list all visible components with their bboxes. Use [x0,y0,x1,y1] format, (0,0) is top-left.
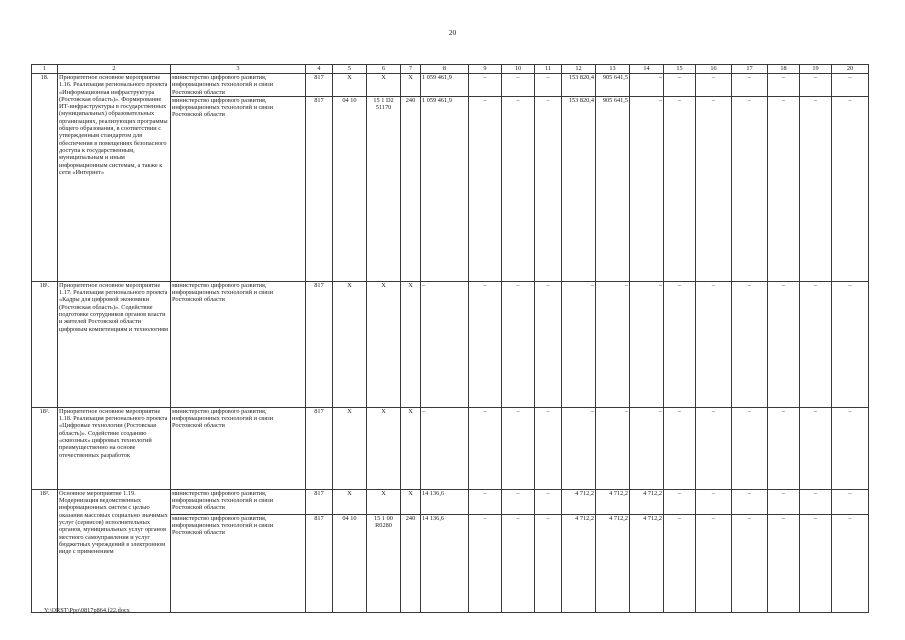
col-header: 12 [562,65,596,74]
value-cell-c7: Х [401,489,421,514]
value-cell-c9: – [469,74,502,97]
value-cell-c11: – [535,514,562,612]
col-header: 9 [469,65,502,74]
value-cell-c4: 817 [306,407,333,489]
executor-cell: министерство цифрового развития, информационных технологий и связи Ростовской области [171,407,306,489]
value-cell-c13: 905 641,5 [596,74,630,97]
budget-table [31,64,869,613]
value-cell-c19: – [800,407,832,489]
value-cell-c14: – [630,74,664,97]
value-cell-c18: – [768,281,800,407]
value-cell-c15: – [664,514,696,612]
value-cell-c8: 14 136,6 [421,489,469,514]
value-cell-c14: – [630,96,664,281]
value-cell-c16: – [696,74,732,97]
value-cell-c18: – [768,514,800,612]
value-cell-c17: – [732,407,768,489]
value-cell-c12: – [562,407,596,489]
value-cell-c14: 4 712,2 [630,489,664,514]
value-cell-c19: – [800,489,832,514]
row-number: 18². [32,407,58,489]
value-cell-c13: 4 712,2 [596,514,630,612]
value-cell-c7: 240 [401,514,421,612]
value-cell-c14: 4 712,2 [630,514,664,612]
value-cell-c5: Х [333,489,367,514]
value-cell-c5: Х [333,281,367,407]
value-cell-c10: – [502,74,535,97]
value-cell-c16: – [696,407,732,489]
value-cell-c12: 4 712,2 [562,514,596,612]
value-cell-c10: – [502,281,535,407]
value-cell-c9: – [469,514,502,612]
value-cell-c16: – [696,514,732,612]
value-cell-c20: – [832,74,869,97]
value-cell-c6: Х [367,74,401,97]
value-cell-c4: 817 [306,489,333,514]
value-cell-c8: 14 136,6 [421,514,469,612]
value-cell-c11: – [535,407,562,489]
value-cell-c13: 4 712,2 [596,489,630,514]
value-cell-c15: – [664,407,696,489]
value-cell-c18: – [768,407,800,489]
value-cell-c18: – [768,489,800,514]
row-number: 18³. [32,489,58,612]
value-cell-c12: 153 820,4 [562,74,596,97]
value-cell-c18: – [768,96,800,281]
value-cell-c20: – [832,489,869,514]
col-header: 6 [367,65,401,74]
table-row [32,281,869,407]
value-cell-c9: – [469,489,502,514]
col-header: 16 [696,65,732,74]
measure-name: Основное мероприятие 1.19. Модернизация ведомственных информационных систем с целью оказания массовых социально значимых услуг (сервисов) исполнительных органов, муниципальных услуг органов местного самоуправления и услуг бюджетных учреждений в электронном виде с применением [58,489,171,612]
executor-cell: министерство цифрового развития, информационных технологий и связи Ростовской области [171,514,306,612]
value-cell-c8: – [421,281,469,407]
value-cell-c12: 4 712,2 [562,489,596,514]
value-cell-c20: – [832,281,869,407]
value-cell-c15: – [664,489,696,514]
table-row [32,407,869,489]
col-header: 2 [58,65,171,74]
header-row [32,65,869,74]
value-cell-c6: Х [367,407,401,489]
col-header: 4 [306,65,333,74]
col-header: 11 [535,65,562,74]
executor-cell: министерство цифрового развития, информационных технологий и связи Ростовской области [171,74,306,97]
page-number: 20 [448,28,457,37]
value-cell-c11: – [535,489,562,514]
value-cell-c14: – [630,281,664,407]
value-cell-c4: 817 [306,74,333,97]
value-cell-c10: – [502,514,535,612]
value-cell-c4: 817 [306,96,333,281]
value-cell-c11: – [535,281,562,407]
value-cell-c15: – [664,281,696,407]
col-header: 1 [32,65,58,74]
col-header: 7 [401,65,421,74]
value-cell-c8: – [421,407,469,489]
value-cell-c5: Х [333,74,367,97]
value-cell-c19: – [800,281,832,407]
value-cell-c15: – [664,96,696,281]
value-cell-c13: 905 641,5 [596,96,630,281]
value-cell-c10: – [502,96,535,281]
value-cell-c19: – [800,514,832,612]
value-cell-c13: – [596,281,630,407]
value-cell-c16: – [696,96,732,281]
value-cell-c6: Х [367,489,401,514]
col-header: 19 [800,65,832,74]
value-cell-c4: 817 [306,281,333,407]
value-cell-c15: – [664,74,696,97]
value-cell-c11: – [535,74,562,97]
value-cell-c8: 1 059 461,9 [421,96,469,281]
value-cell-c9: – [469,407,502,489]
file-path-footer: Y:\ORST\Ppo\0817p864.f22.docx [44,607,130,614]
value-cell-c17: – [732,281,768,407]
value-cell-c16: – [696,489,732,514]
value-cell-c17: – [732,96,768,281]
value-cell-c7: Х [401,281,421,407]
measure-name: Приоритетное основное мероприятие 1.16. Реализация регионального проекта «Информационная инфраструктура (Ростовская область)». Формирование ИТ-инфраструктуры в государственных (муниципальных) образовательных организациях, реализующих программы общего образования, в соответствии с утвержденным стандартом для обеспечения в помещениях безопасного доступа к государственным, муниципальным и иным информационным системам, а также к сети «Интернет» [58,74,171,282]
value-cell-c17: – [732,514,768,612]
row-number: 18¹. [32,281,58,407]
value-cell-c9: – [469,281,502,407]
value-cell-c6: 15 1 D2 51170 [367,96,401,281]
value-cell-c7: 240 [401,96,421,281]
value-cell-c9: – [469,96,502,281]
col-header: 18 [768,65,800,74]
value-cell-c11: – [535,96,562,281]
value-cell-c12: – [562,281,596,407]
measure-name: Приоритетное основное мероприятие 1.17. Реализация регионального проекта «Кадры для цифровой экономики (Ростовская область)». Содействие подготовке сотрудников органов власти и жителей Ростовской области цифровым компетенциям и технологиям [58,281,171,407]
value-cell-c5: Х [333,407,367,489]
value-cell-c7: Х [401,407,421,489]
table-row [32,489,869,514]
col-header: 14 [630,65,664,74]
value-cell-c13: – [596,407,630,489]
table-row [32,74,869,97]
value-cell-c20: – [832,407,869,489]
value-cell-c14: – [630,407,664,489]
value-cell-c17: – [732,74,768,97]
value-cell-c6: 15 1 00 R0280 [367,514,401,612]
col-header: 13 [596,65,630,74]
col-header: 8 [421,65,469,74]
value-cell-c20: – [832,514,869,612]
value-cell-c19: – [800,74,832,97]
value-cell-c4: 817 [306,514,333,612]
row-number: 18. [32,74,58,282]
value-cell-c8: 1 059 461,9 [421,74,469,97]
col-header: 20 [832,65,869,74]
value-cell-c6: Х [367,281,401,407]
value-cell-c12: 153 820,4 [562,96,596,281]
executor-cell: министерство цифрового развития, информационных технологий и связи Ростовской области [171,96,306,281]
measure-name: Приоритетное основное мероприятие 1.18. Реализация регионального проекта «Цифровые технологии (Ростовская область)». Содействие созданию «сквозных» цифровых технологий преимущественно на основе отечественных разработок [58,407,171,489]
value-cell-c5: 04 10 [333,96,367,281]
col-header: 3 [171,65,306,74]
value-cell-c5: 04 10 [333,514,367,612]
value-cell-c18: – [768,74,800,97]
value-cell-c20: – [832,96,869,281]
value-cell-c16: – [696,281,732,407]
col-header: 15 [664,65,696,74]
col-header: 10 [502,65,535,74]
executor-cell: министерство цифрового развития, информационных технологий и связи Ростовской области [171,489,306,514]
col-header: 17 [732,65,768,74]
col-header: 5 [333,65,367,74]
value-cell-c10: – [502,489,535,514]
executor-cell: министерство цифрового развития, информационных технологий и связи Ростовской области [171,281,306,407]
value-cell-c7: Х [401,74,421,97]
value-cell-c17: – [732,489,768,514]
value-cell-c10: – [502,407,535,489]
value-cell-c19: – [800,96,832,281]
